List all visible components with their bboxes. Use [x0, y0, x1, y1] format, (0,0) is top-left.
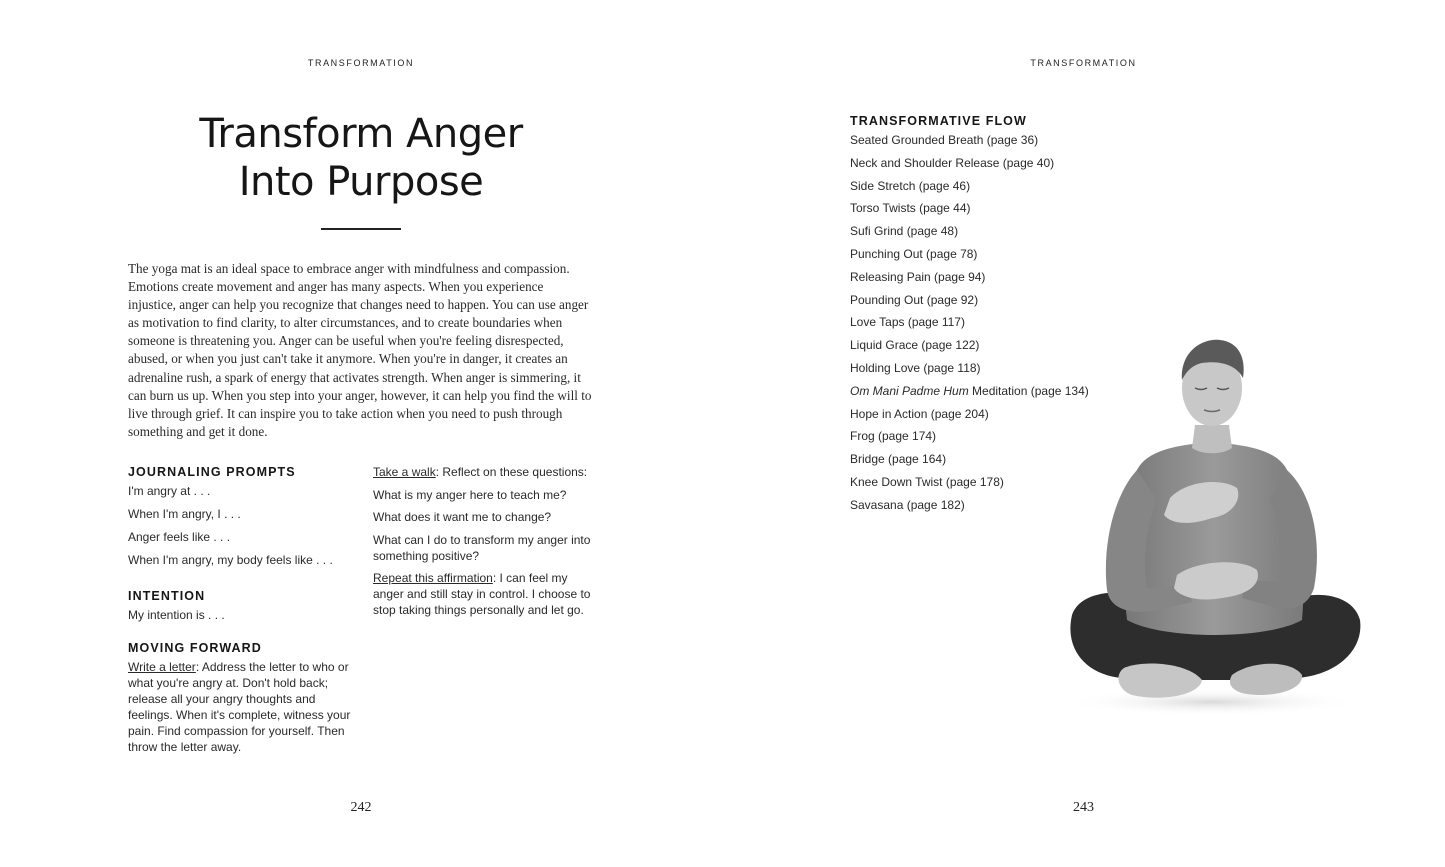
flow-item: Love Taps (page 117) — [850, 315, 965, 330]
running-head: TRANSFORMATION — [307, 58, 415, 68]
write-letter-text: : Address the letter to who or what you're angry at. Don't hold back; release all your angry thoughts and feelings. When it's complete, witness your pain. Find compassion for yourself. Then throw the letter away. — [128, 660, 351, 755]
flow-item: Punching Out (page 78) — [850, 246, 978, 261]
page-number: 242 — [350, 800, 372, 815]
flow-item: Releasing Pain (page 94) — [850, 269, 986, 284]
left-page — [0, 0, 722, 867]
flow-item: Side Stretch (page 46) — [850, 178, 971, 193]
flow-item: Knee Down Twist (page 178) — [850, 474, 1004, 489]
flow-item: Bridge (page 164) — [850, 452, 947, 467]
page-number: 243 — [1073, 800, 1094, 815]
right-page — [722, 0, 1445, 867]
flow-item: Neck and Shoulder Release (page 40) — [850, 155, 1055, 170]
title-line-2: Into Purpose — [238, 159, 484, 205]
flow-item: Torso Twists (page 44) — [850, 201, 971, 216]
flow-item: Holding Love (page 118) — [850, 360, 981, 375]
journal-prompt: Anger feels like . . . — [128, 529, 231, 544]
write-letter-paragraph — [128, 659, 358, 755]
title-line-1: Transform Anger — [199, 111, 523, 157]
intention-text: My intention is . . . — [128, 607, 225, 622]
title-rule — [321, 228, 401, 230]
write-letter-label: Write a letter — [128, 660, 196, 675]
right-column — [373, 464, 599, 625]
walk-question: What can I do to transform my anger into something positive? — [373, 532, 591, 563]
journal-prompt: When I'm angry, my body feels like . . . — [128, 552, 333, 567]
flow-heading: TRANSFORMATIVE FLOW — [850, 114, 1027, 128]
intro-paragraph: The yoga mat is an ideal space to embrace anger with mindfulness and compassion. Emotions create movement and anger has many aspects. When you experience injustice, anger can help you recognize that changes need to happen. You can use anger as motivation to find clarity, to alter circumstances, and to create boundaries when someone is threatening you. Anger can be useful when you're feeling disrespected, abused, or when you just can't take it anymore. When you're in danger, it creates an adrenaline rush, a spark of energy that activates strength. When anger is simmering, it can burn us up. When you step into your anger, however, it can help you find the will to live through grief. It can inspire you to take action when you need to push through something and get it done. — [128, 261, 592, 439]
walk-paragraph — [373, 464, 599, 480]
neck — [1192, 425, 1232, 453]
walk-text: : Reflect on these questions: — [435, 465, 588, 479]
affirmation-label: Repeat this affirmation — [373, 571, 493, 586]
intention-heading: INTENTION — [128, 588, 206, 603]
walk-label: Take a walk — [373, 465, 436, 479]
flow-item: Savasana (page 182) — [850, 497, 965, 512]
flow-item: Pounding Out (page 92) — [850, 292, 979, 307]
journal-prompt: When I'm angry, I . . . — [128, 506, 241, 521]
running-head: TRANSFORMATION — [1030, 58, 1137, 68]
seated-meditation-photo — [1052, 330, 1372, 730]
floor-shadow — [1062, 688, 1362, 716]
affirmation-text: : I can feel my anger and still stay in control. I choose to stop taking things personally and let go. — [373, 571, 591, 618]
flow-item: Frog (page 174) — [850, 429, 937, 444]
flow-item: Seated Grounded Breath (page 36) — [850, 133, 1039, 147]
journal-prompt: I'm angry at . . . — [128, 484, 211, 498]
left-column — [128, 464, 358, 762]
flow-item: Liquid Grace (page 122) — [850, 338, 980, 353]
moving-forward-heading: MOVING FORWARD — [128, 641, 262, 656]
flow-item: Hope in Action (page 204) — [850, 406, 989, 421]
affirmation-paragraph — [373, 570, 599, 618]
journaling-heading: JOURNALING PROMPTS — [128, 465, 296, 479]
meditation-italic: Om Mani Padme Hum — [850, 383, 969, 398]
walk-question: What does it want me to change? — [373, 510, 552, 525]
meditation-rest: Meditation (page 134) — [968, 383, 1089, 398]
walk-question: What is my anger here to teach me? — [373, 487, 567, 502]
flow-item: Sufi Grind (page 48) — [850, 224, 959, 239]
page-title — [130, 110, 592, 206]
